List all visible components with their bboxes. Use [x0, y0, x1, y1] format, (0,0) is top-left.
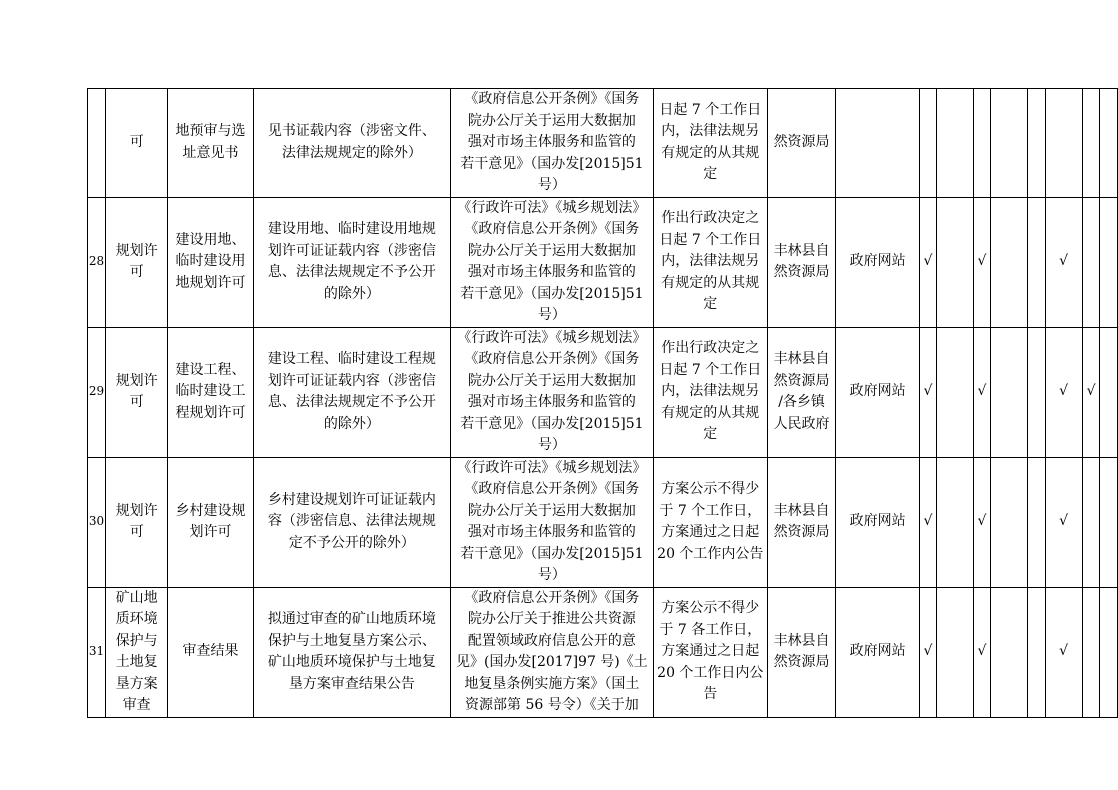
category-cell: 规划许 可 — [105, 457, 168, 587]
basis-cell: 《行政许可法》《城乡规划法》 《政府信息公开条例》《国务 院办公厅关于运用大数据加 强对市场主体服务和监管的 若干意见》（国办发[2015]51 号） — [451, 197, 654, 327]
basis-cell: 《政府信息公开条例》《国务 院办公厅关于运用大数据加 强对市场主体服务和监管的 若干意见》（国办发[2015]51 号） — [451, 89, 654, 198]
check-mark-cell: √ — [1082, 327, 1100, 457]
row-number: 29 — [88, 327, 106, 457]
table-row — [88, 327, 1118, 457]
check-mark-cell — [1045, 89, 1082, 198]
row-number: 28 — [88, 197, 106, 327]
channel-cell: 政府网站 — [836, 587, 920, 717]
content-cell: 建设工程、临时建设工程规 划许可证证载内容（涉密信 息、法律法规规定不予公开 的除外） — [253, 327, 451, 457]
time-limit-cell: 作出行政决定之 日起 7 个工作日 内，法律法规另 有规定的从其规 定 — [653, 197, 767, 327]
check-mark-cell — [936, 587, 973, 717]
check-mark-cell — [1028, 587, 1045, 717]
time-limit-cell: 日起 7 个工作日 内，法律法规另 有规定的从其规 定 — [653, 89, 767, 198]
content-cell: 建设用地、临时建设用地规 划许可证证载内容（涉密信 息、法律法规规定不予公开 的除外） — [253, 197, 451, 327]
check-mark-cell: √ — [920, 587, 937, 717]
channel-cell: 政府网站 — [836, 457, 920, 587]
check-mark-cell — [1100, 457, 1118, 587]
row-number: 30 — [88, 457, 106, 587]
content-cell: 乡村建设规划许可证证载内 容（涉密信息、法律法规规 定不予公开的除外） — [253, 457, 451, 587]
time-limit-cell: 方案公示不得少 于 7 各工作日， 方案通过之日起 20 个工作日内公 告 — [653, 587, 767, 717]
responsible-body-cell: 丰林县自 然资源局 — [767, 457, 835, 587]
check-mark-cell: √ — [973, 457, 991, 587]
channel-cell: 政府网站 — [836, 327, 920, 457]
check-mark-cell: √ — [973, 327, 991, 457]
check-mark-cell — [936, 197, 973, 327]
check-mark-cell: √ — [920, 327, 937, 457]
basis-cell: 《行政许可法》《城乡规划法》 《政府信息公开条例》《国务 院办公厅关于运用大数据加 强对市场主体服务和监管的 若干意见》（国办发[2015]51 号） — [451, 327, 654, 457]
check-mark-cell — [1028, 457, 1045, 587]
check-mark-cell — [1082, 587, 1100, 717]
row-number — [88, 89, 106, 198]
item-cell: 审查结果 — [168, 587, 253, 717]
content-cell: 拟通过审查的矿山地质环境 保护与土地复垦方案公示、 矿山地质环境保护与土地复 垦方案审查结果公告 — [253, 587, 451, 717]
row-number: 31 — [88, 587, 106, 717]
item-cell: 建设工程、 临时建设工 程规划许可 — [168, 327, 253, 457]
category-cell: 规划许 可 — [105, 197, 168, 327]
check-mark-cell — [991, 197, 1028, 327]
responsible-body-cell: 丰林县自 然资源局 — [767, 587, 835, 717]
category-cell: 规划许 可 — [105, 327, 168, 457]
check-mark-cell — [920, 89, 937, 198]
check-mark-cell — [1028, 327, 1045, 457]
table-row — [88, 197, 1118, 327]
time-limit-cell: 方案公示不得少 于 7 个工作日， 方案通过之日起 20 个工作内公告 — [653, 457, 767, 587]
check-mark-cell: √ — [920, 197, 937, 327]
channel-cell: 政府网站 — [836, 197, 920, 327]
table-row — [88, 457, 1118, 587]
responsible-body-cell: 丰林县自 然资源局 /各乡镇 人民政府 — [767, 327, 835, 457]
category-cell: 矿山地 质环境 保护与 土地复 垦方案 审查 — [105, 587, 168, 717]
check-mark-cell — [1028, 197, 1045, 327]
check-mark-cell — [1100, 89, 1118, 198]
check-mark-cell — [973, 89, 991, 198]
channel-cell — [836, 89, 920, 198]
check-mark-cell: √ — [973, 197, 991, 327]
responsible-body-cell: 丰林县自 然资源局 — [767, 197, 835, 327]
table-row — [88, 587, 1118, 717]
check-mark-cell — [1028, 89, 1045, 198]
check-mark-cell — [936, 89, 973, 198]
check-mark-cell — [1082, 89, 1100, 198]
basis-cell: 《行政许可法》《城乡规划法》 《政府信息公开条例》《国务 院办公厅关于运用大数据加 强对市场主体服务和监管的 若干意见》（国办发[2015]51 号） — [451, 457, 654, 587]
table-row — [88, 89, 1118, 198]
check-mark-cell — [991, 457, 1028, 587]
check-mark-cell — [1100, 587, 1118, 717]
check-mark-cell — [936, 457, 973, 587]
check-mark-cell — [1100, 327, 1118, 457]
check-mark-cell — [936, 327, 973, 457]
time-limit-cell: 作出行政决定之 日起 7 个工作日 内，法律法规另 有规定的从其规 定 — [653, 327, 767, 457]
check-mark-cell — [991, 327, 1028, 457]
responsible-body-cell: 然资源局 — [767, 89, 835, 198]
basis-cell: 《政府信息公开条例》《国务 院办公厅关于推进公共资源 配置领域政府信息公开的意 见》(国办发[2017]97 号)《土 地复垦条例实施方案》（国土 资源部第 56 号令）《关于加 — [451, 587, 654, 717]
check-mark-cell — [1082, 197, 1100, 327]
check-mark-cell — [1100, 197, 1118, 327]
check-mark-cell — [991, 89, 1028, 198]
check-mark-cell — [1082, 457, 1100, 587]
check-mark-cell: √ — [1045, 457, 1082, 587]
disclosure-table — [87, 88, 1118, 718]
check-mark-cell: √ — [1045, 327, 1082, 457]
item-cell: 乡村建设规 划许可 — [168, 457, 253, 587]
category-cell: 可 — [105, 89, 168, 198]
content-cell: 见书证载内容（涉密文件、 法律法规规定的除外） — [253, 89, 451, 198]
check-mark-cell: √ — [1045, 197, 1082, 327]
check-mark-cell: √ — [920, 457, 937, 587]
item-cell: 建设用地、 临时建设用 地规划许可 — [168, 197, 253, 327]
item-cell: 地预审与选 址意见书 — [168, 89, 253, 198]
check-mark-cell — [991, 587, 1028, 717]
check-mark-cell: √ — [1045, 587, 1082, 717]
check-mark-cell: √ — [973, 587, 991, 717]
